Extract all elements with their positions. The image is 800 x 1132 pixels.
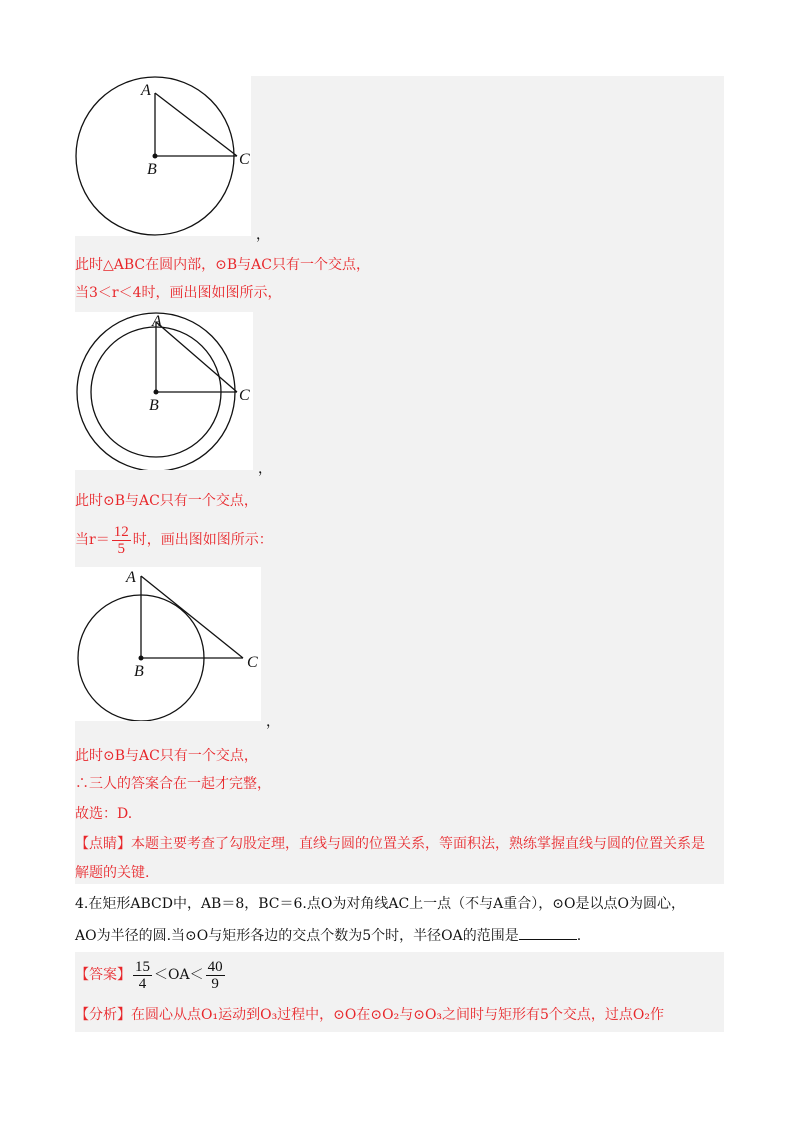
figure-tangent-circle bbox=[75, 567, 261, 721]
text-prefix: 当r＝ bbox=[75, 532, 110, 548]
text-suffix: 时，画出图如图所示： bbox=[132, 532, 273, 548]
answer-inequality: ＜OA＜ bbox=[154, 967, 204, 983]
label-c: C bbox=[239, 387, 250, 404]
text-line: 此时△ABC在圆内部，⊙B与AC只有一个交点， bbox=[75, 257, 370, 273]
label-a: A bbox=[152, 313, 162, 330]
question-period: . bbox=[576, 928, 582, 944]
figure-3-svg bbox=[75, 567, 261, 721]
question-line: 4.在矩形ABCD中，AB＝8，BC＝6.点O为对角线AC上一点（不与A重合），⊙O是以点O为圆心， bbox=[75, 896, 685, 912]
analysis-label: 【分析】 bbox=[75, 1007, 131, 1023]
label-c: C bbox=[239, 151, 250, 168]
figure-1-svg bbox=[75, 76, 251, 236]
question-line bbox=[75, 925, 581, 946]
text-line: 故选：D. bbox=[75, 806, 133, 822]
text-line-fraction bbox=[75, 520, 273, 560]
comma: ， bbox=[266, 714, 280, 730]
text-line: 解题的关键. bbox=[75, 865, 150, 881]
fraction-denominator: 4 bbox=[138, 975, 147, 992]
fraction-numerator: 40 bbox=[207, 958, 223, 975]
text-line: 【点睛】本题主要考查了勾股定理，直线与圆的位置关系，等面积法，熟练掌握直线与圆的位置关系是 bbox=[75, 836, 705, 852]
figure-2-svg bbox=[75, 312, 253, 470]
text-line: 当3＜r＜4时，画出图如图所示， bbox=[75, 285, 282, 301]
comma: ， bbox=[258, 461, 272, 477]
label-b: B bbox=[147, 161, 157, 178]
label-c: C bbox=[247, 654, 258, 671]
question-text: AO为半径的圆.当⊙O与矩形各边的交点个数为5个时，半径OA的范围是 bbox=[75, 928, 519, 944]
figure-concentric-circles bbox=[75, 312, 253, 470]
fraction-numerator: 15 bbox=[135, 958, 150, 975]
comma: ， bbox=[256, 227, 270, 243]
label-a: A bbox=[126, 569, 136, 586]
text-line: 此时⊙B与AC只有一个交点， bbox=[75, 748, 258, 764]
fraction bbox=[133, 959, 152, 992]
fraction bbox=[112, 524, 131, 557]
answer-label: 【答案】 bbox=[75, 967, 131, 983]
figure-circle-inside bbox=[75, 76, 251, 236]
fraction-denominator: 9 bbox=[211, 975, 219, 992]
analysis-text: 在圆心从点O₁运动到O₃过程中，⊙O在⊙O₂与⊙O₃之间时与矩形有5个交点，过点O₂作 bbox=[131, 1007, 665, 1023]
fraction-numerator: 12 bbox=[113, 523, 129, 540]
label-a: A bbox=[141, 82, 151, 99]
fraction-denominator: 5 bbox=[117, 540, 125, 557]
answer-blank bbox=[519, 925, 577, 940]
label-b: B bbox=[134, 663, 144, 680]
answer-line bbox=[75, 955, 227, 995]
analysis-line bbox=[75, 1005, 664, 1025]
text-line: ∴三人的答案合在一起才完整， bbox=[75, 776, 271, 792]
text-line: 此时⊙B与AC只有一个交点， bbox=[75, 493, 258, 509]
fraction bbox=[206, 959, 225, 992]
label-b: B bbox=[149, 397, 159, 414]
